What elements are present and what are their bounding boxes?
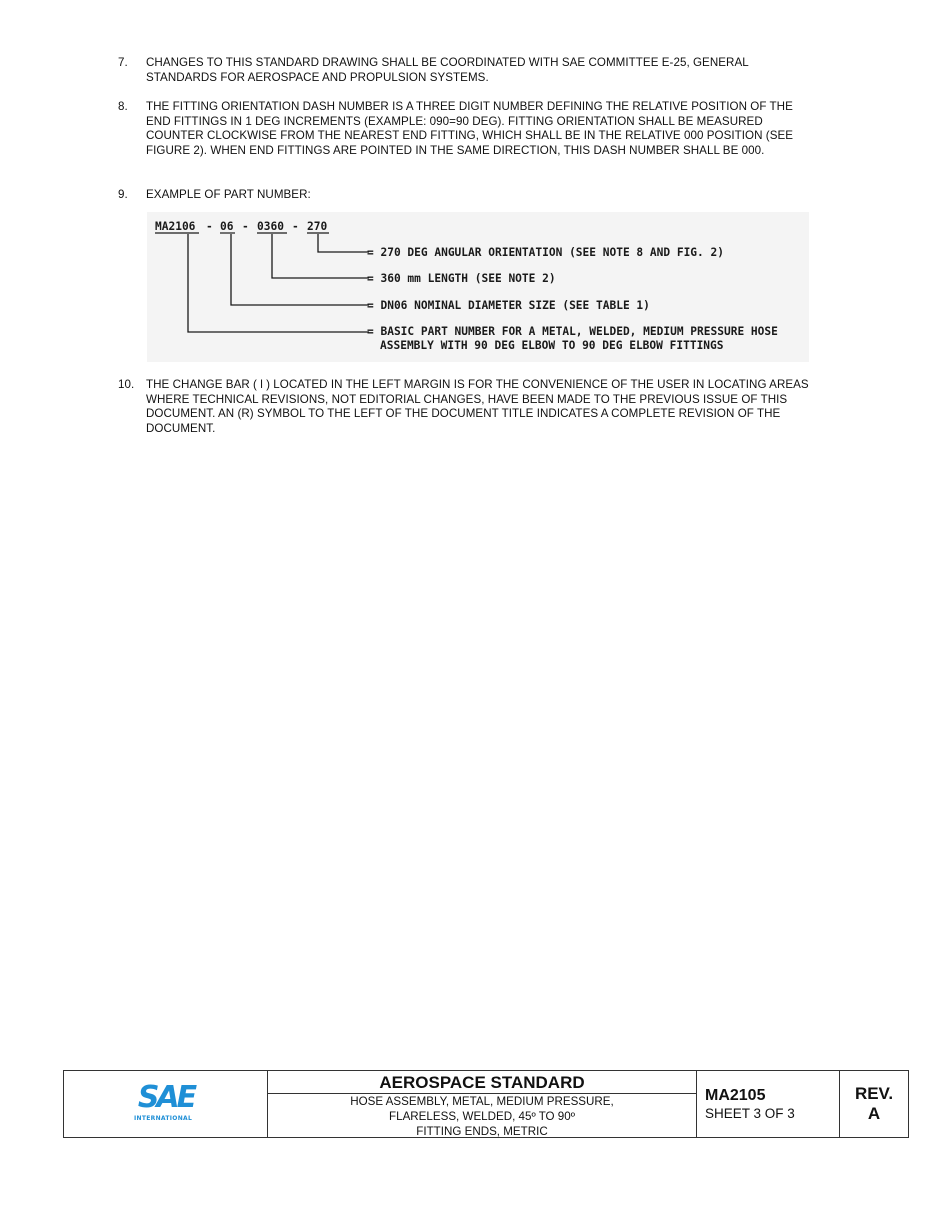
- title-line-1: HOSE ASSEMBLY, METAL, MEDIUM PRESSURE,: [350, 1095, 614, 1108]
- sae-logo: [134, 1080, 214, 1127]
- callout-basic-line-2: ASSEMBLY WITH 90 DEG ELBOW TO 90 DEG ELBOW FITTINGS: [380, 339, 724, 352]
- segment-size: 06: [220, 220, 234, 233]
- document-number: MA2105: [705, 1087, 766, 1104]
- segment-length: 0360: [257, 220, 284, 233]
- callout-orientation: = 270 DEG ANGULAR ORIENTATION (SEE NOTE 8 AND FIG. 2): [367, 246, 724, 259]
- note-10: [118, 378, 818, 436]
- note-text: THE CHANGE BAR ( l ) LOCATED IN THE LEFT MARGIN IS FOR THE CONVENIENCE OF THE USER IN LOCATING AREAS WHERE TECHNICAL REVISIONS, NOT EDITORIAL CHANGES, HAVE BEEN MADE TO THE PREVIOUS ISSUE OF THIS DOCUMENT. AN (R) SYMBOL TO THE LEFT OF THE DOCUMENT TITLE INDICATES A COMPLETE REVISION OF THE DOCUMENT.: [146, 378, 809, 435]
- callout-size: = DN06 NOMINAL DIAMETER SIZE (SEE TABLE 1): [367, 299, 650, 312]
- logo-mark: SAE: [137, 1080, 195, 1115]
- document-title: [268, 1094, 696, 1139]
- title-block: [63, 1070, 909, 1138]
- leader-lines: [188, 234, 369, 332]
- standard-heading: AEROSPACE STANDARD: [268, 1071, 696, 1094]
- callout-length: = 360 mm LENGTH (SEE NOTE 2): [367, 272, 556, 285]
- title-line-3: FITTING ENDS, METRIC: [416, 1125, 548, 1138]
- logo-subtitle: INTERNATIONAL: [134, 1115, 193, 1122]
- segment-dash: -: [242, 220, 249, 233]
- segment-dash: -: [292, 220, 299, 233]
- note-text: THE FITTING ORIENTATION DASH NUMBER IS A THREE DIGIT NUMBER DEFINING THE RELATIVE POSITION OF THE END FITTINGS IN 1 DEG INCREMENTS (EXAMPLE: 090=90 DEG). FITTING ORIENTATION SHALL BE MEASURED COUNTER CLOCKWISE FROM THE NEAREST END FITTING, WHICH SHALL BE IN THE RELATIVE 000 POSITION (SEE FIGURE 2). WHEN END FITTINGS ARE POINTED IN THE SAME DIRECTION, THIS DASH NUMBER SHALL BE 000.: [146, 100, 794, 157]
- revision-label: REV.: [854, 1084, 894, 1103]
- revision-value: A: [867, 1104, 881, 1123]
- title-line-2: FLARELESS, WELDED, 45º TO 90º: [389, 1110, 575, 1123]
- note-text: EXAMPLE OF PART NUMBER:: [146, 188, 311, 201]
- note-number: 7.: [118, 56, 128, 69]
- note-number: 8.: [118, 100, 128, 113]
- note-number: 9.: [118, 188, 128, 201]
- callout-basic-line-1: = BASIC PART NUMBER FOR A METAL, WELDED, MEDIUM PRESSURE HOSE: [367, 325, 778, 338]
- segment-dash: -: [206, 220, 213, 233]
- document-number-cell: [697, 1071, 840, 1137]
- sheet-number: SHEET 3 OF 3: [705, 1106, 795, 1121]
- note-9: [118, 188, 818, 203]
- segment-basic: MA2106: [155, 220, 196, 233]
- note-number: 10.: [118, 378, 135, 391]
- logo-cell: [64, 1071, 268, 1137]
- note-7: [118, 56, 818, 85]
- revision-cell: [840, 1071, 908, 1137]
- segment-orientation: 270: [307, 220, 328, 233]
- part-number-diagram: [147, 212, 809, 362]
- note-text: CHANGES TO THIS STANDARD DRAWING SHALL BE COORDINATED WITH SAE COMMITTEE E-25, GENERAL STANDARDS FOR AEROSPACE AND PROPULSION SYSTEMS.: [146, 56, 749, 84]
- title-cell: [268, 1071, 697, 1137]
- part-number-example-figure: [147, 212, 809, 362]
- note-8: [118, 100, 818, 158]
